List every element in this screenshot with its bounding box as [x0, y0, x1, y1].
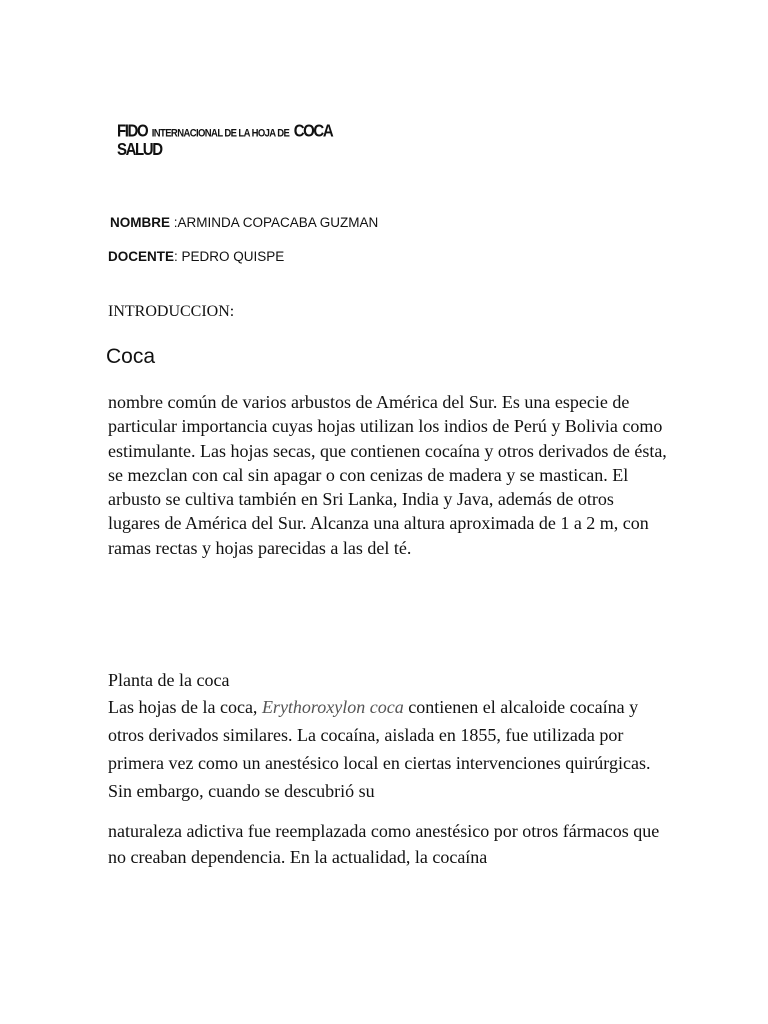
intro-heading: INTRODUCCION: [108, 303, 235, 320]
student-name-line [110, 215, 378, 230]
planta-title: Planta de la coca [108, 670, 230, 690]
nombre-label: NOMBRE [110, 215, 170, 230]
paragraph-planta-start: Las hojas de la coca, [108, 697, 262, 717]
paragraph-coca-description: nombre común de varios arbustos de América del Sur. Es una especie de particular importancia cuyas hojas utilizan los indios de Perú y Bolivia como estimulante. Las hojas secas, que contienen cocaína y otros derivados de ésta, se mezclan con cal sin apagar o con cenizas de madera y se mastican. El arbusto se cultiva también en Sri Lanka, India y Java, además de otros lugares de América del Sur. Alcanza una altura aproximada de 1 a 2 m, con ramas rectas y hojas parecidas a las del té. [108, 392, 667, 558]
docente-value: : PEDRO QUISPE [174, 249, 285, 264]
heading-word-salud: SALUD [117, 140, 162, 160]
heading-word-fido: FIDO [117, 121, 148, 142]
scientific-name: Erythoroxylon coca [261, 697, 404, 717]
paragraph-naturaleza: naturaleza adictiva fue reemplazada como anestésico por otros fármacos que no creaban dependencia. En la actualidad, la cocaína [108, 821, 660, 867]
coca-title: Coca [106, 345, 156, 368]
document-heading [117, 121, 357, 160]
heading-word-coca: COCA [293, 121, 333, 142]
docente-label: DOCENTE [108, 249, 175, 264]
nombre-value: :ARMINDA COPACABA GUZMAN [170, 215, 379, 230]
paragraph-planta-rest: contienen el alcaloide cocaína y otros derivados similares. La cocaína, aislada en 1855, fue utilizada por primera vez como un anestésico local en ciertas intervenciones quirúrgicas. Sin embargo, cuando se descubrió su [108, 697, 651, 801]
teacher-name-line [108, 249, 284, 264]
paragraph-planta [108, 693, 668, 805]
heading-line-2 [117, 142, 357, 158]
heading-words-internacional: INTERNACIONAL DE LA HOJA DE [151, 127, 290, 141]
